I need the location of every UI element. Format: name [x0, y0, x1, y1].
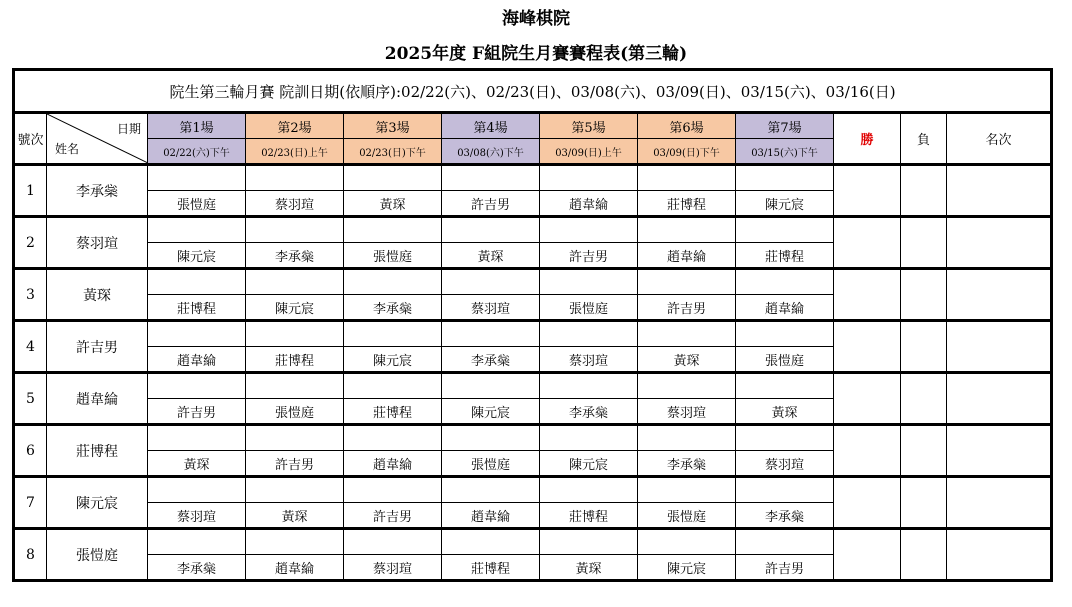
player-name: 陳元宸	[47, 477, 148, 529]
round-date-7: 03/15(六)下午	[736, 139, 834, 165]
result-cell[interactable]	[540, 529, 638, 555]
training-dates-info: 院生第三輪月賽 院訓日期(依順序):02/22(六)、02/23(日)、03/08(六)、03/09(日)、03/15(六)、03/16(日)	[14, 70, 1052, 113]
opponent-name: 蔡羽瑄	[442, 295, 540, 321]
player-name: 蔡羽瑄	[47, 217, 148, 269]
opponent-name: 莊博程	[246, 347, 344, 373]
player-number: 6	[14, 425, 47, 477]
win-count-cell[interactable]	[834, 425, 901, 477]
player-row	[14, 477, 1052, 503]
player-number: 8	[14, 529, 47, 581]
rank-cell[interactable]	[947, 321, 1052, 373]
loss-count-cell[interactable]	[901, 529, 947, 581]
win-count-cell[interactable]	[834, 477, 901, 529]
opponent-name: 許吉男	[148, 399, 246, 425]
player-number: 1	[14, 165, 47, 217]
opponent-name: 陳元宸	[344, 347, 442, 373]
result-cell[interactable]	[442, 373, 540, 399]
opponent-name: 蔡羽瑄	[246, 191, 344, 217]
result-cell[interactable]	[638, 477, 736, 503]
opponent-name: 陳元宸	[736, 191, 834, 217]
result-cell[interactable]	[638, 529, 736, 555]
round-date-4: 03/08(六)下午	[442, 139, 540, 165]
result-cell[interactable]	[540, 217, 638, 243]
result-cell[interactable]	[540, 477, 638, 503]
player-number: 3	[14, 269, 47, 321]
result-cell[interactable]	[540, 321, 638, 347]
round-date-6: 03/09(日)下午	[638, 139, 736, 165]
win-count-cell[interactable]	[834, 217, 901, 269]
opponent-name: 蔡羽瑄	[638, 399, 736, 425]
win-count-cell[interactable]	[834, 529, 901, 581]
loss-count-cell[interactable]	[901, 321, 947, 373]
result-cell[interactable]	[540, 269, 638, 295]
result-cell[interactable]	[638, 165, 736, 191]
rank-cell[interactable]	[947, 373, 1052, 425]
player-name: 許吉男	[47, 321, 148, 373]
rank-cell[interactable]	[947, 477, 1052, 529]
player-name: 李承橤	[47, 165, 148, 217]
round-label-2: 第2場	[246, 113, 344, 139]
date-name-header	[47, 113, 148, 165]
opponent-name: 莊博程	[540, 503, 638, 529]
result-cell[interactable]	[344, 165, 442, 191]
round-date-3: 02/23(日)下午	[344, 139, 442, 165]
col-win-header: 勝	[834, 113, 901, 165]
result-cell[interactable]	[246, 269, 344, 295]
opponent-name: 黃琛	[736, 399, 834, 425]
result-cell[interactable]	[736, 269, 834, 295]
result-cell[interactable]	[246, 321, 344, 347]
result-cell[interactable]	[540, 373, 638, 399]
opponent-name: 莊博程	[736, 243, 834, 269]
result-cell[interactable]	[344, 373, 442, 399]
result-cell[interactable]	[148, 373, 246, 399]
round-label-1: 第1場	[148, 113, 246, 139]
result-cell[interactable]	[638, 217, 736, 243]
result-cell[interactable]	[736, 529, 834, 555]
opponent-name: 莊博程	[442, 555, 540, 581]
opponent-name: 張愷庭	[736, 347, 834, 373]
rank-cell[interactable]	[947, 165, 1052, 217]
name-header-label: 姓名	[55, 142, 80, 156]
col-loss-header: 負	[901, 113, 947, 165]
win-count-cell[interactable]	[834, 165, 901, 217]
result-cell[interactable]	[442, 165, 540, 191]
win-count-cell[interactable]	[834, 373, 901, 425]
opponent-name: 李承橤	[540, 399, 638, 425]
loss-count-cell[interactable]	[901, 217, 947, 269]
round-date-5: 03/09(日)上午	[540, 139, 638, 165]
opponent-name: 黃琛	[638, 347, 736, 373]
result-cell[interactable]	[638, 321, 736, 347]
result-cell[interactable]	[442, 425, 540, 451]
result-cell[interactable]	[148, 477, 246, 503]
round-label-5: 第5場	[540, 113, 638, 139]
result-cell[interactable]	[148, 165, 246, 191]
sheet-title: 2025年度 F組院生月賽賽程表(第三輪)	[384, 44, 688, 64]
opponent-name: 蔡羽瑄	[540, 347, 638, 373]
player-row	[14, 269, 1052, 295]
opponent-name: 趙韋綸	[246, 555, 344, 581]
result-cell[interactable]	[638, 425, 736, 451]
opponent-name: 陳元宸	[246, 295, 344, 321]
result-cell[interactable]	[246, 165, 344, 191]
player-name: 張愷庭	[47, 529, 148, 581]
opponent-name: 李承橤	[442, 347, 540, 373]
opponent-name: 許吉男	[246, 451, 344, 477]
round-label-6: 第6場	[638, 113, 736, 139]
loss-count-cell[interactable]	[901, 269, 947, 321]
result-cell[interactable]	[148, 529, 246, 555]
opponent-name: 陳元宸	[540, 451, 638, 477]
result-cell[interactable]	[148, 269, 246, 295]
player-number: 5	[14, 373, 47, 425]
round-label-3: 第3場	[344, 113, 442, 139]
opponent-name: 李承橤	[736, 503, 834, 529]
opponent-name: 許吉男	[344, 503, 442, 529]
opponent-name: 趙韋綸	[540, 191, 638, 217]
result-cell[interactable]	[344, 425, 442, 451]
date-header-label: 日期	[116, 122, 141, 136]
opponent-name: 蔡羽瑄	[148, 503, 246, 529]
round-label-4: 第4場	[442, 113, 540, 139]
opponent-name: 陳元宸	[148, 243, 246, 269]
loss-count-cell[interactable]	[901, 425, 947, 477]
player-row	[14, 165, 1052, 191]
result-cell[interactable]	[540, 165, 638, 191]
result-cell[interactable]	[442, 477, 540, 503]
schedule-table	[12, 68, 1053, 582]
result-cell[interactable]	[442, 269, 540, 295]
opponent-name: 蔡羽瑄	[344, 555, 442, 581]
player-row	[14, 425, 1052, 451]
player-number: 2	[14, 217, 47, 269]
opponent-name: 莊博程	[344, 399, 442, 425]
player-row	[14, 373, 1052, 399]
opponent-name: 張愷庭	[246, 399, 344, 425]
opponent-name: 趙韋綸	[148, 347, 246, 373]
opponent-name: 張愷庭	[442, 451, 540, 477]
opponent-name: 張愷庭	[344, 243, 442, 269]
result-cell[interactable]	[736, 165, 834, 191]
opponent-name: 許吉男	[442, 191, 540, 217]
opponent-name: 趙韋綸	[442, 503, 540, 529]
result-cell[interactable]	[246, 425, 344, 451]
result-cell[interactable]	[344, 269, 442, 295]
opponent-name: 許吉男	[736, 555, 834, 581]
opponent-name: 李承橤	[246, 243, 344, 269]
round-date-1: 02/22(六)下午	[148, 139, 246, 165]
opponent-name: 黃琛	[540, 555, 638, 581]
opponent-name: 張愷庭	[638, 503, 736, 529]
opponent-name: 趙韋綸	[736, 295, 834, 321]
opponent-name: 許吉男	[638, 295, 736, 321]
player-number: 7	[14, 477, 47, 529]
result-cell[interactable]	[736, 373, 834, 399]
result-cell[interactable]	[246, 217, 344, 243]
result-cell[interactable]	[246, 477, 344, 503]
rank-cell[interactable]	[947, 425, 1052, 477]
result-cell[interactable]	[246, 529, 344, 555]
player-name: 趙韋綸	[47, 373, 148, 425]
result-cell[interactable]	[442, 529, 540, 555]
result-cell[interactable]	[638, 269, 736, 295]
win-count-cell[interactable]	[834, 269, 901, 321]
opponent-name: 張愷庭	[148, 191, 246, 217]
result-cell[interactable]	[736, 217, 834, 243]
opponent-name: 黃琛	[246, 503, 344, 529]
opponent-name: 黃琛	[148, 451, 246, 477]
result-cell[interactable]	[344, 217, 442, 243]
opponent-name: 黃琛	[442, 243, 540, 269]
result-cell[interactable]	[736, 425, 834, 451]
rank-cell[interactable]	[947, 269, 1052, 321]
loss-count-cell[interactable]	[901, 373, 947, 425]
opponent-name: 陳元宸	[442, 399, 540, 425]
org-title: 海峰棋院	[502, 9, 570, 29]
opponent-name: 趙韋綸	[638, 243, 736, 269]
opponent-name: 張愷庭	[540, 295, 638, 321]
rank-cell[interactable]	[947, 529, 1052, 581]
result-cell[interactable]	[344, 529, 442, 555]
win-count-cell[interactable]	[834, 321, 901, 373]
player-name: 莊博程	[47, 425, 148, 477]
loss-count-cell[interactable]	[901, 477, 947, 529]
result-cell[interactable]	[148, 321, 246, 347]
result-cell[interactable]	[736, 477, 834, 503]
col-number-header: 號次	[14, 113, 47, 165]
result-cell[interactable]	[246, 373, 344, 399]
result-cell[interactable]	[442, 321, 540, 347]
opponent-name: 李承橤	[638, 451, 736, 477]
round-label-7: 第7場	[736, 113, 834, 139]
col-rank-header: 名次	[947, 113, 1052, 165]
player-number: 4	[14, 321, 47, 373]
opponent-name: 莊博程	[148, 295, 246, 321]
player-row	[14, 321, 1052, 347]
opponent-name: 李承橤	[344, 295, 442, 321]
player-row	[14, 217, 1052, 243]
opponent-name: 李承橤	[148, 555, 246, 581]
result-cell[interactable]	[344, 321, 442, 347]
opponent-name: 陳元宸	[638, 555, 736, 581]
result-cell[interactable]	[540, 425, 638, 451]
round-date-2: 02/23(日)上午	[246, 139, 344, 165]
opponent-name: 莊博程	[638, 191, 736, 217]
player-row	[14, 529, 1052, 555]
loss-count-cell[interactable]	[901, 165, 947, 217]
result-cell[interactable]	[148, 425, 246, 451]
result-cell[interactable]	[638, 373, 736, 399]
result-cell[interactable]	[148, 217, 246, 243]
player-name: 黃琛	[47, 269, 148, 321]
opponent-name: 許吉男	[540, 243, 638, 269]
opponent-name: 趙韋綸	[344, 451, 442, 477]
result-cell[interactable]	[442, 217, 540, 243]
opponent-name: 黃琛	[344, 191, 442, 217]
rank-cell[interactable]	[947, 217, 1052, 269]
result-cell[interactable]	[344, 477, 442, 503]
result-cell[interactable]	[736, 321, 834, 347]
opponent-name: 蔡羽瑄	[736, 451, 834, 477]
